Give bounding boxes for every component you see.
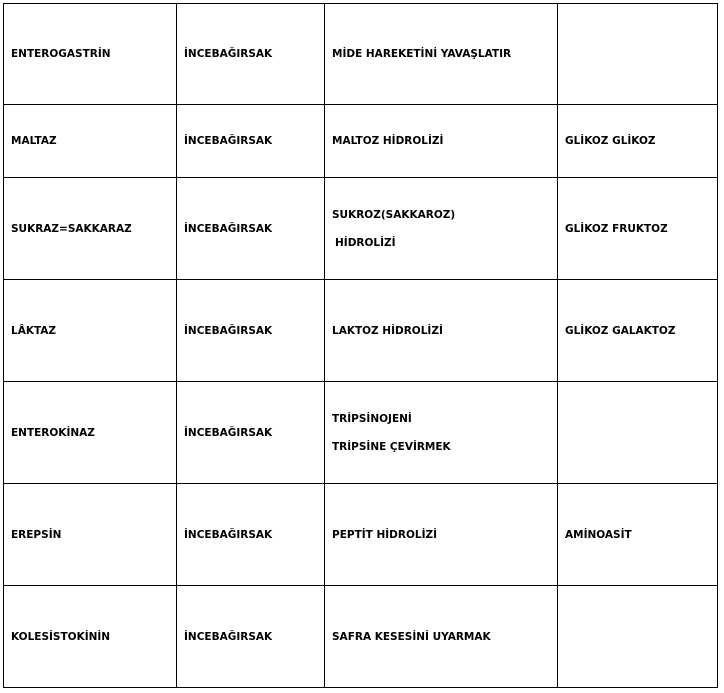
location-cell: İNCEBAĞIRSAK: [177, 280, 325, 382]
location-cell: İNCEBAĞIRSAK: [177, 105, 325, 178]
enzyme-cell: ENTEROGASTRİN: [4, 4, 177, 105]
function-cell: [325, 382, 558, 484]
location-cell: İNCEBAĞIRSAK: [177, 382, 325, 484]
function-line: HİDROLİZİ: [335, 236, 396, 249]
location-cell: İNCEBAĞIRSAK: [177, 178, 325, 280]
table-row: [4, 586, 718, 688]
location-cell: İNCEBAĞIRSAK: [177, 4, 325, 105]
function-cell: [325, 105, 558, 178]
location-cell: İNCEBAĞIRSAK: [177, 484, 325, 586]
function-cell: [325, 4, 558, 105]
function-line: SUKROZ(SAKKAROZ): [332, 208, 456, 221]
product-cell: GLİKOZ FRUKTOZ: [558, 178, 718, 280]
function-cell: [325, 484, 558, 586]
table-row: [4, 178, 718, 280]
enzyme-cell: LÂKTAZ: [4, 280, 177, 382]
function-line: MİDE HAREKETİNİ YAVAŞLATIR: [332, 48, 512, 60]
enzyme-cell: ENTEROKİNAZ: [4, 382, 177, 484]
function-line: TRİPSİNE ÇEVİRMEK: [332, 440, 451, 453]
table-row: [4, 280, 718, 382]
function-line: LAKTOZ HİDROLİZİ: [332, 324, 443, 337]
product-cell: GLİKOZ GLİKOZ: [558, 105, 718, 178]
product-cell: [558, 586, 718, 688]
product-cell: AMİNOASİT: [558, 484, 718, 586]
function-line: MALTOZ HİDROLİZİ: [332, 135, 444, 147]
enzyme-cell: SUKRAZ=SAKKARAZ: [4, 178, 177, 280]
table-row: [4, 484, 718, 586]
enzyme-table: [3, 3, 718, 688]
product-cell: [558, 382, 718, 484]
table-row: [4, 4, 718, 105]
product-cell: [558, 4, 718, 105]
enzyme-cell: MALTAZ: [4, 105, 177, 178]
function-line: SAFRA KESESİNİ UYARMAK: [332, 630, 491, 643]
table-row: [4, 382, 718, 484]
enzyme-cell: KOLESİSTOKİNİN: [4, 586, 177, 688]
function-cell: [325, 280, 558, 382]
function-line: TRİPSİNOJENİ: [332, 412, 412, 425]
function-line: PEPTİT HİDROLİZİ: [332, 528, 437, 541]
function-cell: [325, 586, 558, 688]
enzyme-cell: EREPSİN: [4, 484, 177, 586]
table-row: [4, 105, 718, 178]
location-cell: İNCEBAĞIRSAK: [177, 586, 325, 688]
product-cell: GLİKOZ GALAKTOZ: [558, 280, 718, 382]
function-cell: [325, 178, 558, 280]
